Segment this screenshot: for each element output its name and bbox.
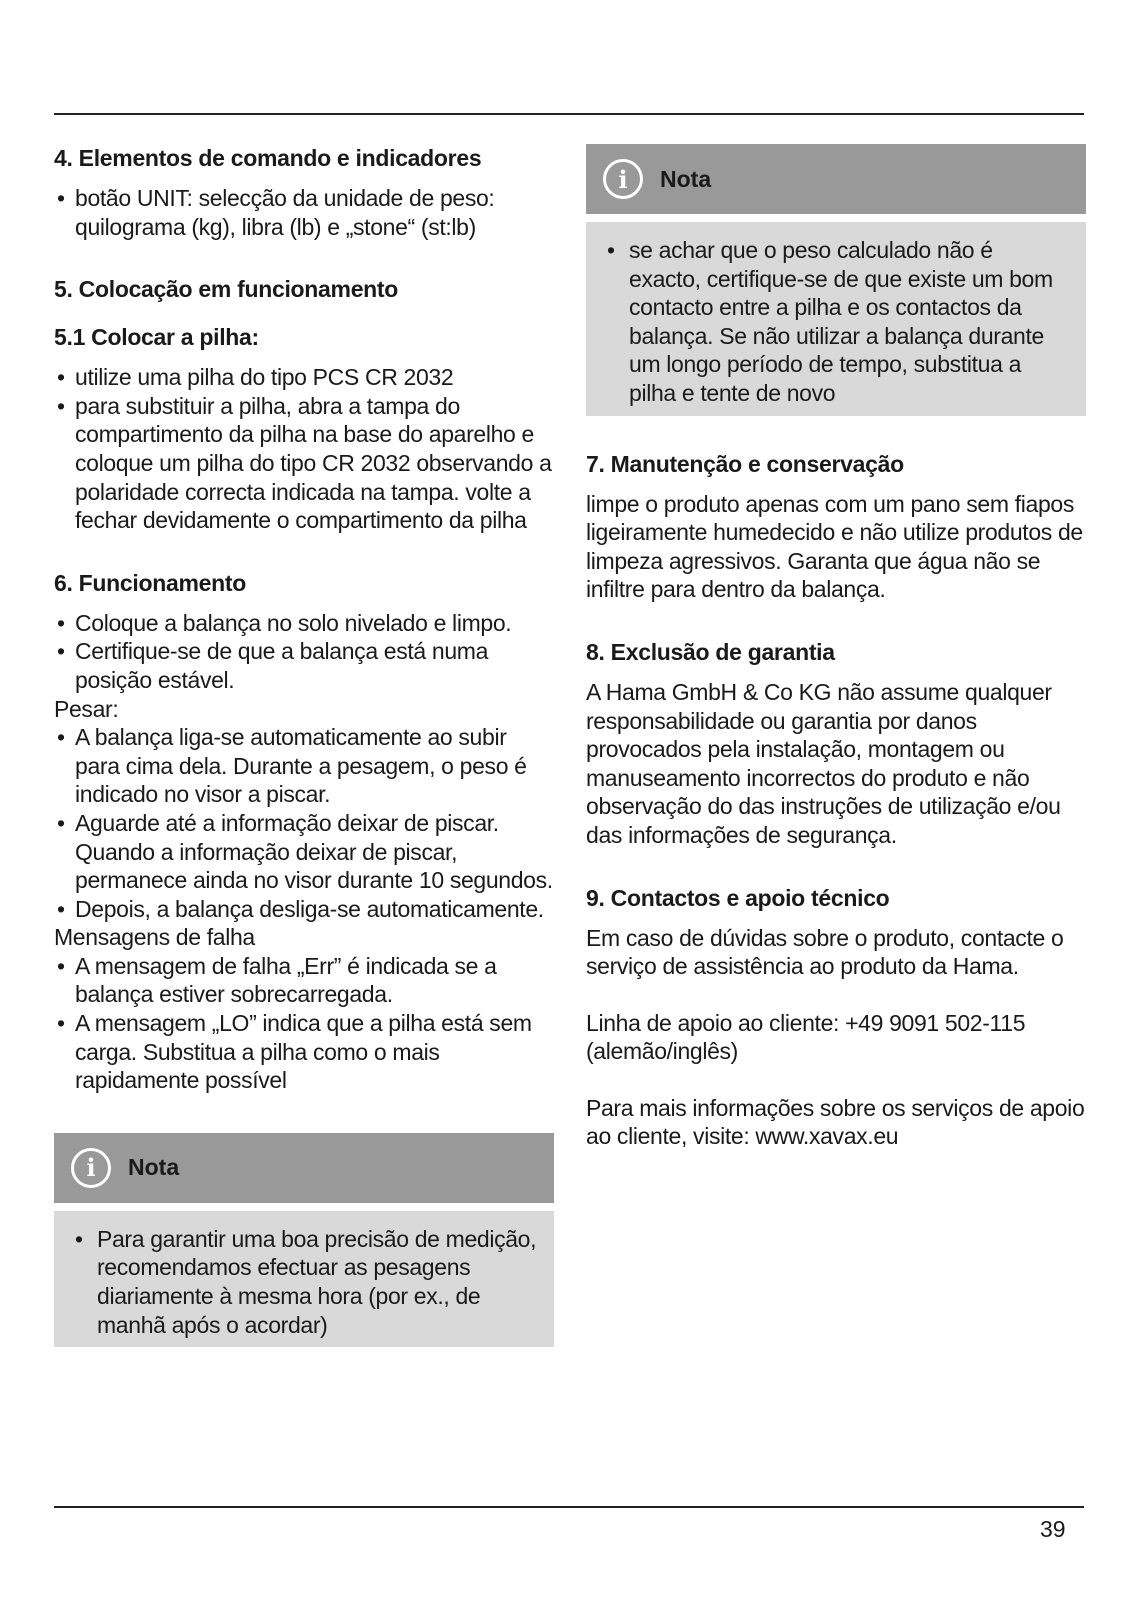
left-column xyxy=(54,144,554,1347)
note-body xyxy=(54,1211,554,1347)
list-item: • botão UNIT: selecção da unidade de peso: quilograma (kg), libra (lb) e „stone“ (st:lb) xyxy=(54,184,554,241)
section-9-heading: 9. Contactos e apoio técnico xyxy=(586,884,890,911)
section-5-1-list xyxy=(54,363,554,535)
section-6-heading: 6. Funcionamento xyxy=(54,569,246,596)
list-item: • A balança liga-se automaticamente ao subir para cima dela. Durante a pesagem, o peso é indicado no visor a piscar. xyxy=(54,723,554,809)
section-7-text: limpe o produto apenas com um pano sem fiapos ligeiramente humedecido e não utilize produtos de limpeza agressivos. Garanta que água não se infiltre para dentro da balança. xyxy=(586,490,1083,603)
error-messages-label: Mensagens de falha xyxy=(54,924,255,951)
note-box-right xyxy=(586,144,1086,416)
section-6-list-a xyxy=(54,609,554,695)
list-item: • A mensagem „LO” indica que a pilha está sem carga. Substitua a pilha como o mais rapidamente possível xyxy=(54,1009,554,1095)
section-7-heading: 7. Manutenção e conservação xyxy=(586,450,904,477)
section-5-heading: 5. Colocação em funcionamento xyxy=(54,276,399,303)
list-item: • Depois, a balança desliga-se automaticamente. xyxy=(54,895,554,924)
section-6-list-b xyxy=(54,723,554,923)
list-item: • para substituir a pilha, abra a tampa do compartimento da pilha na base do aparelho e coloque um pilha do tipo CR 2032 observando a polaridade correcta indicada na tampa. volte a fechar devidamente o compartimento da pilha xyxy=(54,392,554,535)
list-item: • se achar que o peso calculado não é exacto, certifique-se de que existe um bom contacto entre a pilha e os contactos da balança. Se não utilizar a balança durante um longo período de tempo, substitua a pilha e tente de novo xyxy=(604,236,1070,408)
bottom-rule xyxy=(54,1506,1084,1508)
section-8-text: A Hama GmbH & Co KG não assume qualquer responsabilidade ou garantia por danos provocados pela instalação, montagem ou manuseamento incorrectos do produto e não observação do das instruções de utilização e/ou das informações de segurança. xyxy=(586,678,1061,848)
info-icon: i xyxy=(603,159,643,199)
list-item: • A mensagem de falha „Err” é indicada se a balança estiver sobrecarregada. xyxy=(54,952,554,1009)
section-4-list xyxy=(54,184,554,241)
support-line: Linha de apoio ao cliente: +49 9091 502-115 (alemão/inglês) xyxy=(586,1009,1026,1065)
more-info-text: Para mais informações sobre os serviços de apoio ao cliente, visite: www.xavax.eu xyxy=(586,1094,1085,1150)
top-rule xyxy=(54,113,1084,115)
note-header xyxy=(586,144,1086,214)
section-8-heading: 8. Exclusão de garantia xyxy=(586,638,835,665)
section-9-text-1: Em caso de dúvidas sobre o produto, contacte o serviço de assistência ao produto da Hama. xyxy=(586,924,1064,980)
note-header xyxy=(54,1133,554,1203)
section-5-1-heading: 5.1 Colocar a pilha: xyxy=(54,324,259,351)
section-4-heading: 4. Elementos de comando e indicadores xyxy=(54,145,482,171)
section-6-list-c xyxy=(54,952,554,1095)
list-item: • Para garantir uma boa precisão de medição, recomendamos efectuar as pesagens diariamente à mesma hora (por ex., de manhã após o acordar) xyxy=(72,1225,538,1339)
note-body xyxy=(586,222,1086,416)
list-item: • Aguarde até a informação deixar de piscar. Quando a informação deixar de piscar, permanece ainda no visor durante 10 segundos. xyxy=(54,809,554,895)
info-icon: i xyxy=(71,1148,111,1188)
list-item: • Certifique-se de que a balança está numa posição estável. xyxy=(54,637,554,694)
list-item: • Coloque a balança no solo nivelado e limpo. xyxy=(54,609,554,638)
right-column xyxy=(586,144,1086,1151)
note-title: Nota xyxy=(660,165,712,192)
note-title: Nota xyxy=(128,1154,180,1181)
pesar-label: Pesar: xyxy=(54,695,119,722)
note-box-left xyxy=(54,1133,554,1347)
page-number: 39 xyxy=(1040,1516,1066,1542)
list-item: • utilize uma pilha do tipo PCS CR 2032 xyxy=(54,363,554,392)
